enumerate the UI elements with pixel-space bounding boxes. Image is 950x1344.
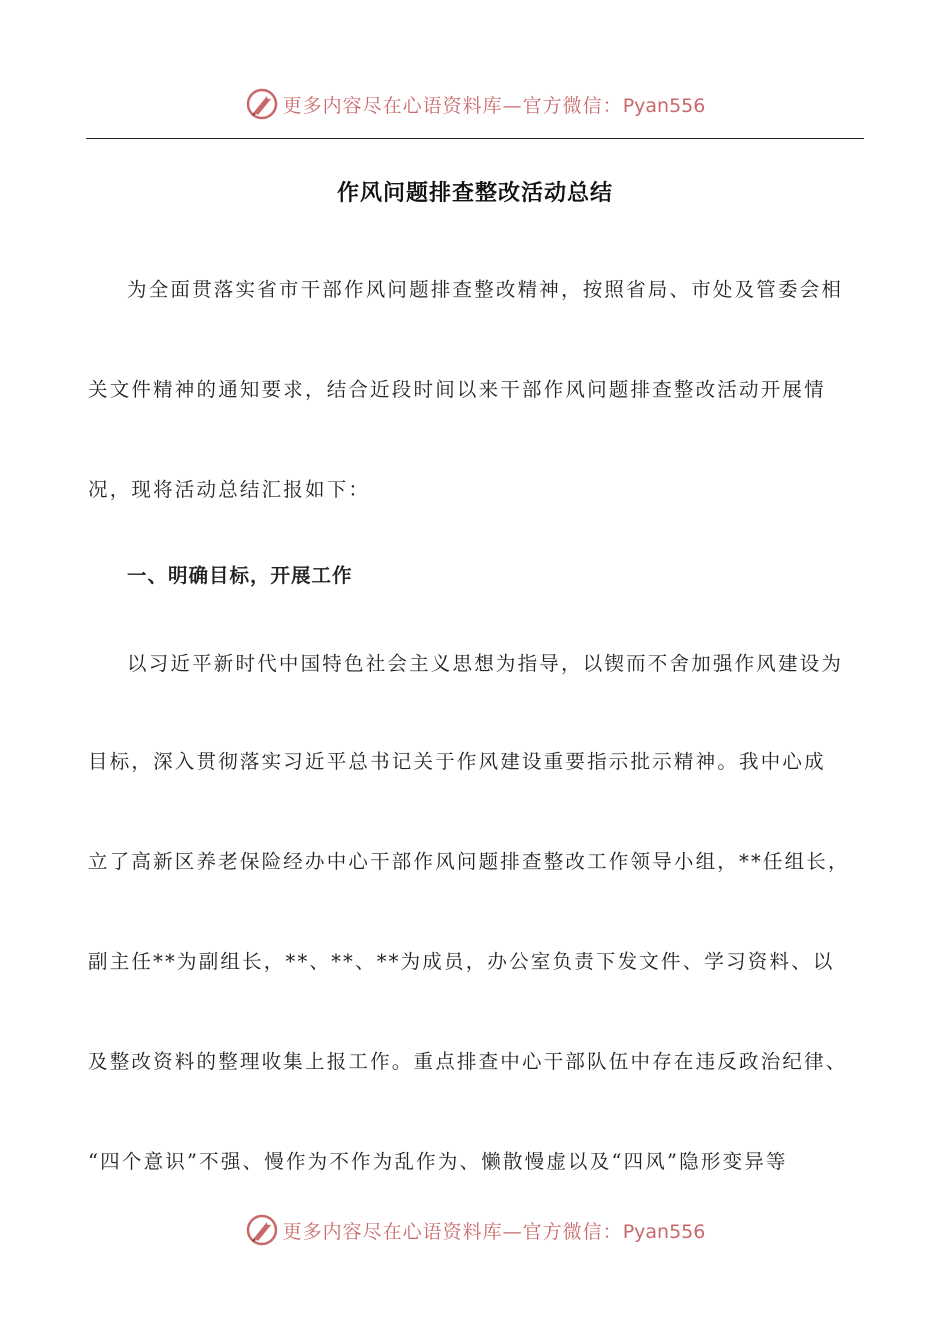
- header-banner: [0, 84, 950, 124]
- paragraph-line: 目标，深入贯彻落实习近平总书记关于作风建设重要指示批示精神。我中心成: [88, 750, 826, 773]
- paragraph-line: “四个意识”不强、慢作为不作为乱作为、懒散慢虚以及“四风”隐形变异等: [88, 1150, 788, 1173]
- paragraph-line: 为全面贯落实省市干部作风问题排查整改精神，按照省局、市处及管委会相: [127, 278, 844, 301]
- section-heading: 一、明确目标，开展工作: [127, 564, 353, 587]
- paragraph-line: 关文件精神的通知要求，结合近段时间以来干部作风问题排查整改活动开展情: [88, 378, 826, 401]
- banner-text: 更多内容尽在心语资料库—官方微信：Pyan556: [282, 1220, 706, 1243]
- paragraph-line: 及整改资料的整理收集上报工作。重点排查中心干部队伍中存在违反政治纪律、: [88, 1050, 848, 1073]
- paragraph-line: 立了高新区养老保险经办中心干部作风问题排查整改工作领导小组，**任组长，: [88, 850, 850, 873]
- document-title: 作风问题排查整改活动总结: [336, 180, 613, 206]
- paragraph-line: 以习近平新时代中国特色社会主义思想为指导，以锲而不舍加强作风建设为: [127, 652, 844, 675]
- footer-banner: [0, 1210, 950, 1250]
- header-divider: [86, 138, 864, 139]
- paragraph-line: 况，现将活动总结汇报如下：: [88, 478, 371, 501]
- pen-logo-icon: [245, 1213, 279, 1247]
- banner-text: 更多内容尽在心语资料库—官方微信：Pyan556: [282, 94, 706, 117]
- paragraph-line: 副主任**为副组长，**、**、**为成员，办公室负责下发文件、学习资料、以: [88, 950, 835, 973]
- pen-logo-icon: [245, 87, 279, 121]
